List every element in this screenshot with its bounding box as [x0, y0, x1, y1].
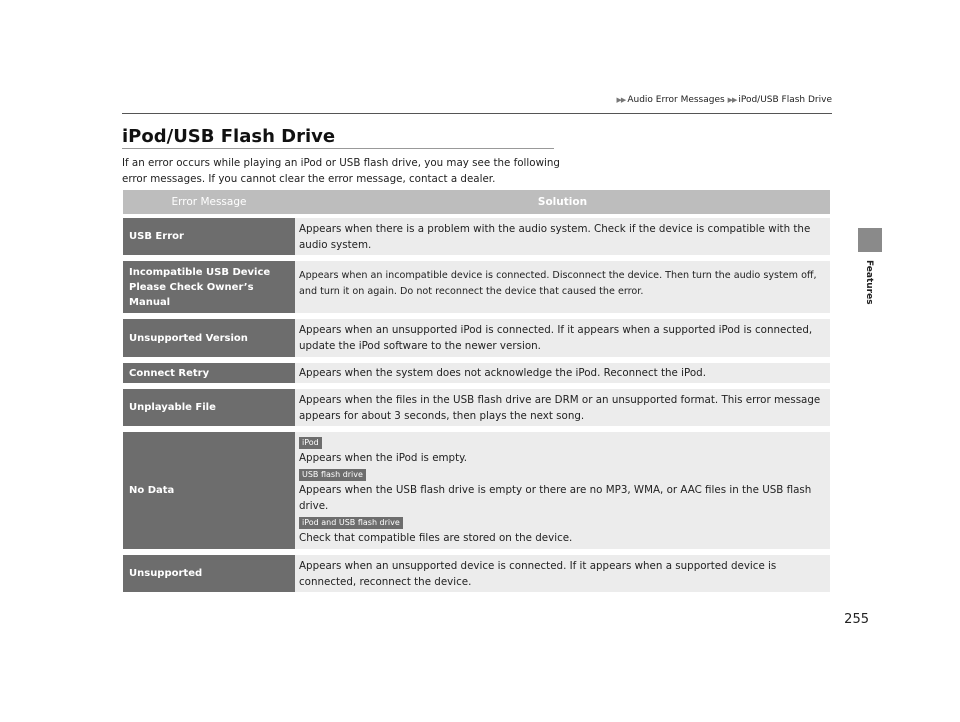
title-underline [122, 148, 554, 149]
solution-text-ipod: Appears when the iPod is empty. [299, 452, 468, 464]
column-header-solution: Solution [537, 196, 588, 208]
breadcrumb-parent[interactable]: Audio Error Messages [627, 95, 725, 105]
section-side-label: Features [864, 260, 874, 305]
column-header-error-message: Error Message [171, 196, 247, 208]
page-number: 255 [844, 612, 869, 627]
ipod-tag: iPod [299, 437, 322, 449]
table-row [123, 555, 830, 592]
solution-text-both: Check that compatible files are stored on the device. [299, 532, 573, 544]
page-title: iPod/USB Flash Drive [122, 126, 336, 147]
error-message-cell: USB Error [123, 218, 295, 255]
solution-cell: Appears when an unsupported device is connected. If it appears when a supported device is connected, reconnect the device. [295, 555, 830, 592]
table-row [123, 218, 830, 255]
error-message-cell: Incompatible USB Device Please Check Owner’s Manual [123, 261, 295, 313]
header-divider [122, 113, 832, 114]
breadcrumb-arrow-icon: ▶▶ [616, 96, 626, 104]
section-tab-marker [858, 228, 882, 252]
table-row [123, 432, 830, 549]
solution-cell: Appears when an incompatible device is connected. Disconnect the device. Then turn the audio system off, and turn it on again. Do not reconnect the device that caused the error. [295, 261, 830, 313]
usb-flash-drive-tag: USB flash drive [299, 469, 366, 481]
error-message-cell: Connect Retry [123, 363, 295, 383]
solution-cell: Appears when the files in the USB flash drive are DRM or an unsupported format. This error message appears for about 3 seconds, then plays the next song. [295, 389, 830, 426]
breadcrumb-current: iPod/USB Flash Drive [738, 95, 832, 105]
solution-cell [295, 432, 830, 549]
solution-cell: Appears when the system does not acknowledge the iPod. Reconnect the iPod. [295, 363, 830, 383]
solution-cell: Appears when there is a problem with the audio system. Check if the device is compatible with the audio system. [295, 218, 830, 255]
table-row [123, 319, 830, 357]
breadcrumb [617, 95, 832, 105]
breadcrumb-arrow-icon: ▶▶ [727, 96, 737, 104]
solution-cell: Appears when an unsupported iPod is connected. If it appears when a supported iPod is connected, update the iPod software to the newer version. [295, 319, 830, 357]
solution-text-usb: Appears when the USB flash drive is empty or there are no MP3, WMA, or AAC files in the USB flash drive. [299, 484, 812, 512]
table-row [123, 389, 830, 426]
table-header [123, 190, 830, 214]
error-message-cell: Unsupported Version [123, 319, 295, 357]
error-message-cell: No Data [123, 432, 295, 549]
ipod-and-usb-tag: iPod and USB flash drive [299, 517, 403, 529]
table-row [123, 363, 830, 383]
table-row [123, 261, 830, 313]
intro-paragraph: If an error occurs while playing an iPod or USB flash drive, you may see the following error messages. If you cannot clear the error message, contact a dealer. [122, 157, 560, 185]
error-message-cell: Unsupported [123, 555, 295, 592]
error-message-cell: Unplayable File [123, 389, 295, 426]
error-message-table [123, 190, 830, 598]
